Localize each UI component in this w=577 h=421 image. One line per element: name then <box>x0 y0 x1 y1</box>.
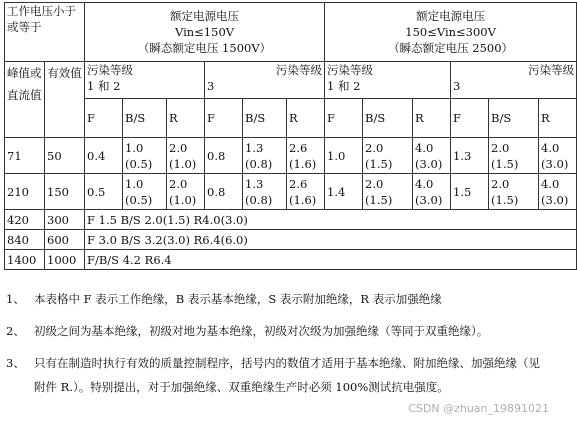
voltage-group-2-range: 150≤Vin≤300V <box>405 25 496 39</box>
rms-header: 有效值 <box>45 62 85 138</box>
table-row <box>5 210 577 230</box>
note-2 <box>6 319 551 343</box>
voltage-group-2 <box>325 3 577 62</box>
voltage-group-1-title: 额定电源电压 <box>170 9 240 23</box>
col-header: R <box>287 99 325 138</box>
peak-cell: 420 <box>5 210 45 230</box>
value-cell: 0.4 <box>85 138 123 174</box>
peak-cell: 840 <box>5 230 45 250</box>
voltage-group-2-transient: （瞬态额定电压 2500） <box>388 41 514 55</box>
value-cell: 4.0 (3.0) <box>539 138 577 174</box>
note-text: 只有在制造时执行有效的质量控制程序，括号内的数值才适用于基本绝缘、附加绝缘、加强绝缘（见附件 R.）。特别提出，对于加强绝缘、双重绝缘生产时必须 100%测试抗电强度。 <box>34 356 540 394</box>
value-cell: 1.0 <box>325 138 363 174</box>
rms-cell: 600 <box>45 230 85 250</box>
value-cell: 4.0 (3.0) <box>413 174 451 210</box>
value-cell: 2.0 (1.5) <box>489 174 539 210</box>
rms-cell: 50 <box>45 138 85 174</box>
value-cell: 1.3 (0.8) <box>243 174 287 210</box>
value-cell: 2.0 (1.5) <box>489 138 539 174</box>
header-row-voltage <box>5 3 577 62</box>
watermark: CSDN @zhuan_19891021 <box>408 402 549 415</box>
note-number: 1、 <box>6 292 25 306</box>
note-number: 2、 <box>6 324 25 338</box>
table-row <box>5 138 577 174</box>
pollution-degree-c-sub: 1 和 2 <box>327 79 361 93</box>
value-cell: 1.0 (0.5) <box>123 138 167 174</box>
value-cell: 0.8 <box>205 138 243 174</box>
col-header: B/S <box>489 99 539 138</box>
rms-cell: 300 <box>45 210 85 230</box>
peak-cell: 1400 <box>5 250 45 270</box>
col-header: F <box>325 99 363 138</box>
header-row-pollution <box>5 62 577 99</box>
col-header: R <box>413 99 451 138</box>
value-cell: 2.0 (1.0) <box>167 174 205 210</box>
clearance-table <box>4 2 577 270</box>
table-row <box>5 174 577 210</box>
value-cell: 1.4 <box>325 174 363 210</box>
col-header: B/S <box>123 99 167 138</box>
voltage-group-1-transient: （瞬态额定电压 1500V） <box>137 41 272 55</box>
value-cell: 1.0 (0.5) <box>123 174 167 210</box>
pollution-degree-d <box>451 62 577 99</box>
col-header: B/S <box>243 99 287 138</box>
value-cell: 2.0 (1.5) <box>363 138 413 174</box>
col-header: F <box>85 99 123 138</box>
pollution-degree-d-sub: 3 <box>453 79 461 93</box>
value-cell: 2.0 (1.0) <box>167 138 205 174</box>
peak-cell: 210 <box>5 174 45 210</box>
merged-value-cell: F 1.5 B/S 2.0(1.5) R4.0(3.0) <box>85 210 577 230</box>
pollution-degree-d-title: 污染等级 <box>528 63 575 77</box>
value-cell: 1.3 (0.8) <box>243 138 287 174</box>
value-cell: 0.5 <box>85 174 123 210</box>
voltage-group-1-range: Vin≤150V <box>174 25 235 39</box>
pollution-degree-b-title: 污染等级 <box>276 63 323 77</box>
peak-cell: 71 <box>5 138 45 174</box>
value-cell: 1.5 <box>451 174 489 210</box>
note-text: 初级之间为基本绝缘，初级对地为基本绝缘，初级对次级为加强绝缘（等同于双重绝缘）。 <box>34 324 489 338</box>
value-cell: 4.0 (3.0) <box>413 138 451 174</box>
rms-cell: 150 <box>45 174 85 210</box>
notes-section <box>6 287 551 407</box>
rms-cell: 1000 <box>45 250 85 270</box>
merged-value-cell: F 3.0 B/S 3.2(3.0) R6.4(6.0) <box>85 230 577 250</box>
pollution-degree-a <box>85 62 205 99</box>
pollution-degree-a-sub: 1 和 2 <box>87 79 121 93</box>
col-header: B/S <box>363 99 413 138</box>
voltage-group-1 <box>85 3 325 62</box>
note-3 <box>6 351 551 399</box>
table-row <box>5 230 577 250</box>
value-cell: 1.3 <box>451 138 489 174</box>
pollution-degree-a-title: 污染等级 <box>87 63 133 77</box>
pollution-degree-c <box>325 62 451 99</box>
header-row-insulation <box>5 99 577 138</box>
pollution-degree-c-title: 污染等级 <box>327 63 374 77</box>
value-cell: 4.0 (3.0) <box>539 174 577 210</box>
corner-header: 工作电压小于或等于 <box>5 3 85 62</box>
pollution-degree-b-sub: 3 <box>207 79 215 93</box>
col-header: F <box>451 99 489 138</box>
voltage-group-2-title: 额定电源电压 <box>416 9 486 23</box>
note-1 <box>6 287 551 311</box>
pollution-degree-b <box>205 62 325 99</box>
value-cell: 2.6 (1.6) <box>287 138 325 174</box>
merged-value-cell: F/B/S 4.2 R6.4 <box>85 250 577 270</box>
value-cell: 2.0 (1.5) <box>363 174 413 210</box>
col-header: F <box>205 99 243 138</box>
peak-header: 峰值或直流值 <box>5 62 45 138</box>
value-cell: 2.6 (1.6) <box>287 174 325 210</box>
col-header: R <box>167 99 205 138</box>
note-text: 本表格中 F 表示工作绝缘，B 表示基本绝缘，S 表示附加绝缘，R 表示加强绝缘 <box>34 292 442 306</box>
value-cell: 0.8 <box>205 174 243 210</box>
table-row <box>5 250 577 270</box>
col-header: R <box>539 99 577 138</box>
note-number: 3、 <box>6 356 25 370</box>
